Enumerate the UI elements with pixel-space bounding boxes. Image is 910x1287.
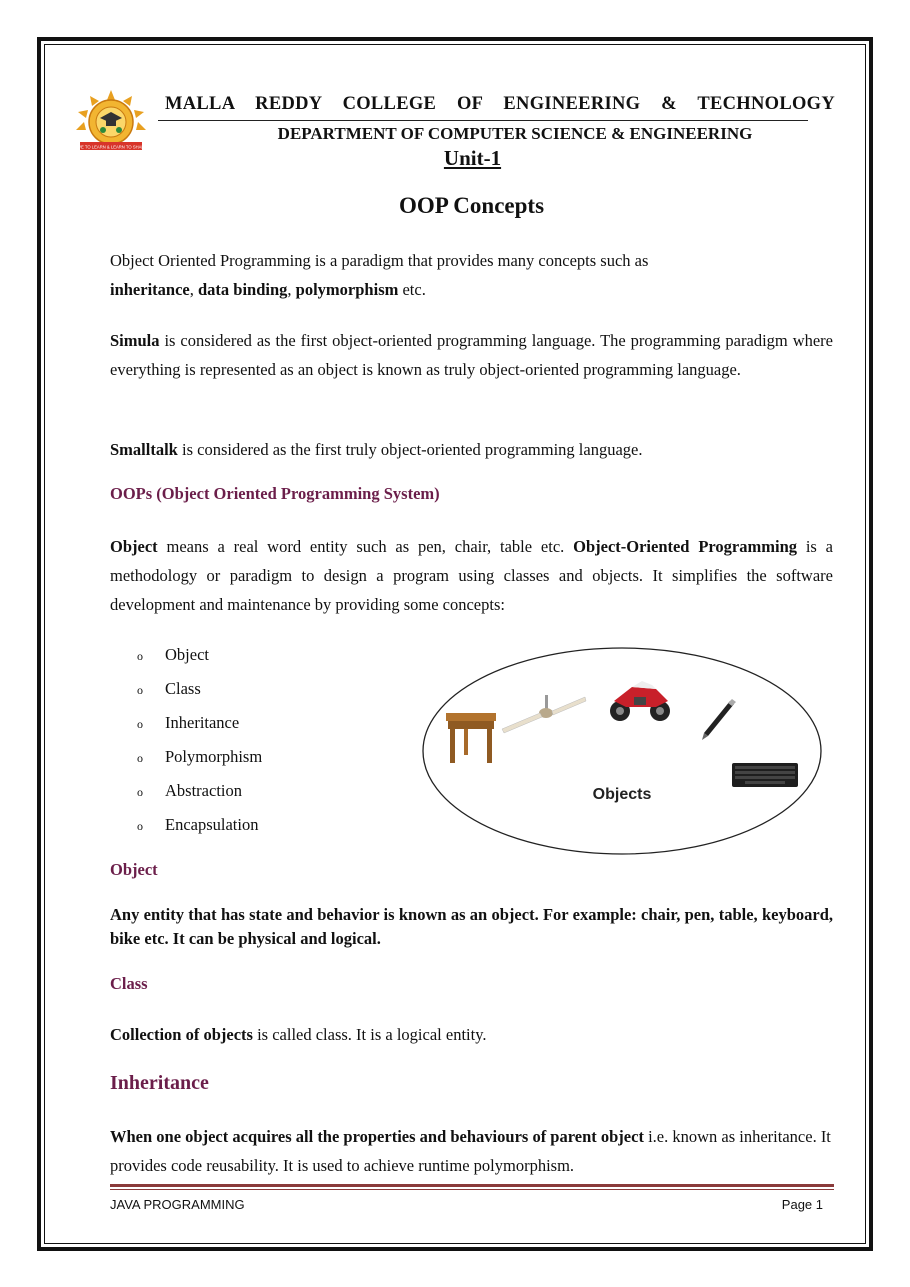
concept-label: Polymorphism — [165, 747, 263, 766]
unit-label: Unit-1 — [443, 146, 502, 170]
objects-figure — [420, 645, 825, 857]
bullet-marker: o — [137, 683, 143, 697]
inheritance-text: i.e. known as inheritance. It provides code reusability. It is used to achieve runtime polymorphism. — [110, 1127, 831, 1175]
bullet-marker: o — [137, 785, 143, 799]
concept-label: Encapsulation — [165, 815, 259, 834]
intro-sep: , — [287, 280, 296, 299]
intro-term-polymorphism: polymorphism — [295, 280, 399, 299]
objects-label: Objects — [592, 786, 652, 803]
list-item — [137, 642, 262, 676]
header-divider — [158, 120, 808, 121]
concept-label: Abstraction — [165, 781, 242, 800]
footer-rule — [110, 1184, 834, 1187]
concept-label: Object — [165, 645, 209, 664]
inheritance-definition — [110, 1122, 833, 1180]
list-item — [137, 710, 262, 744]
list-item — [137, 812, 262, 846]
footer-rule — [110, 1189, 834, 1190]
smalltalk-text: is considered as the first truly object-oriented programming language. — [177, 440, 643, 459]
concept-label: Inheritance — [165, 713, 240, 732]
college-name: MALLA REDDY COLLEGE OF ENGINEERING & TECHNOLOGY — [165, 94, 835, 114]
intro-tail: etc. — [398, 280, 426, 299]
class-term: Collection of objects — [110, 1025, 253, 1044]
concepts-list — [137, 642, 262, 846]
keyboard-icon — [732, 763, 798, 787]
intro-term-data-binding: data binding — [198, 280, 288, 299]
bullet-marker: o — [137, 751, 143, 765]
simula-text: is considered as the first object-oriented programming language. The programming paradigm where everything is represented as an object is known as truly object-oriented programming language. — [110, 331, 833, 379]
bullet-marker: o — [137, 649, 143, 663]
footer-page-number: Page 1 — [781, 1197, 823, 1212]
oops-heading: OOPs (Object Oriented Programming System) — [110, 484, 440, 503]
intro-term-inheritance: inheritance — [110, 280, 190, 299]
inheritance-term: When one object acquires all the properties and behaviours of parent object — [110, 1127, 644, 1146]
object-term: Object — [110, 537, 158, 556]
smalltalk-paragraph — [110, 435, 833, 464]
bullet-marker: o — [137, 819, 143, 833]
footer-course: JAVA PROGRAMMING — [110, 1197, 245, 1212]
intro-line1: Object Oriented Programming is a paradigm that provides many concepts such as — [110, 251, 649, 270]
object-paragraph — [110, 532, 833, 619]
college-logo-icon — [70, 88, 152, 154]
page-title: OOP Concepts — [398, 193, 545, 218]
concept-label: Class — [165, 679, 201, 698]
object-text1: means a real word entity such as pen, chair, table etc. — [157, 537, 574, 556]
inheritance-heading: Inheritance — [110, 1072, 209, 1094]
object-heading: Object — [110, 860, 158, 879]
class-text: is called class. It is a logical entity. — [252, 1025, 487, 1044]
department-name: DEPARTMENT OF COMPUTER SCIENCE & ENGINEERING — [277, 124, 753, 143]
class-definition — [110, 1020, 833, 1049]
list-item — [137, 778, 262, 812]
bullet-marker: o — [137, 717, 143, 731]
list-item — [137, 676, 262, 710]
logo-motto: LIVE TO LEARN & LEARN TO SHARE — [74, 144, 148, 150]
intro-paragraph — [110, 246, 833, 304]
object-definition: Any entity that has state and behavior is known as an object. For example: chair, pen, table, keyboard, bike etc. It can be physical and logical. — [110, 905, 833, 948]
object-text2: is a methodology or paradigm to design a program using classes and objects. It simplifies the software development and maintenance by providing some concepts: — [110, 537, 833, 614]
simula-paragraph — [110, 326, 833, 384]
oop-term: Object-Oriented Programming — [573, 537, 797, 556]
list-item — [137, 744, 262, 778]
intro-sep: , — [189, 280, 198, 299]
class-heading: Class — [110, 974, 148, 993]
smalltalk-term: Smalltalk — [110, 440, 178, 459]
simula-term: Simula — [110, 331, 160, 350]
